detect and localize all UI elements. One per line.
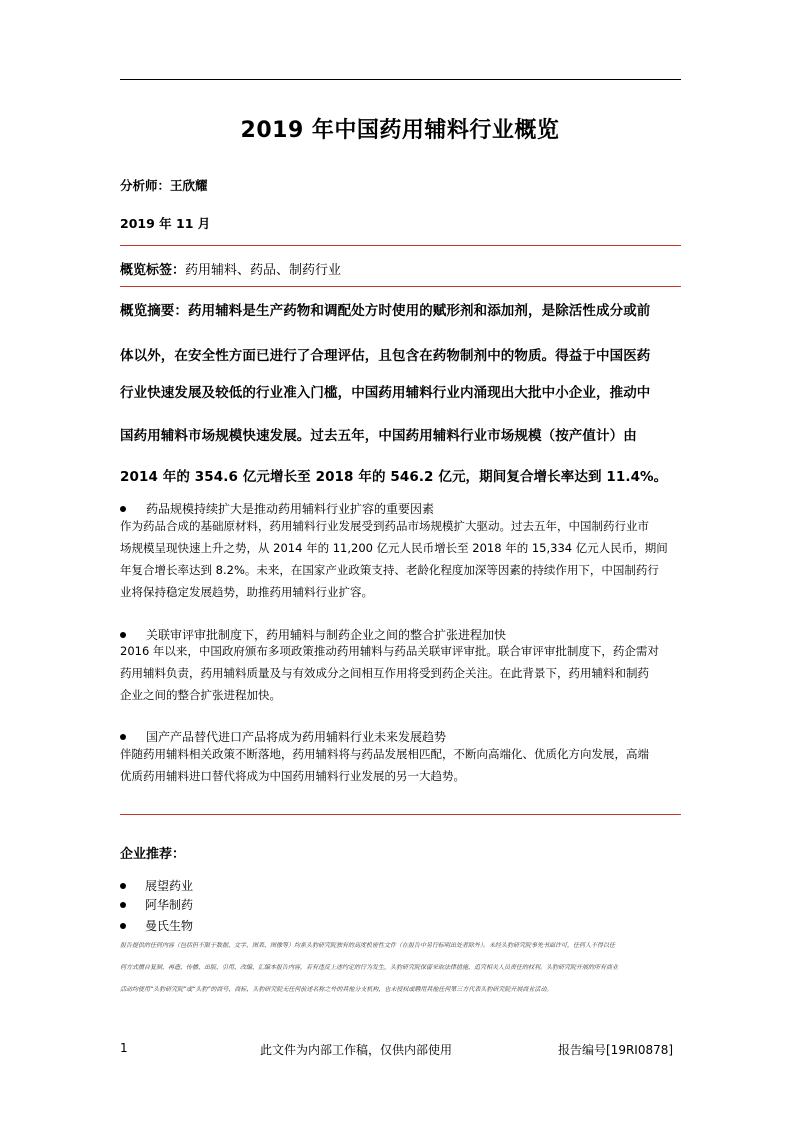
bullet-icon (120, 632, 126, 638)
summary-line-2: 体以外，在安全性方面已进行了合理评估，且包含在药物制剂中的物质。得益于中国医药 (120, 348, 651, 364)
summary-line-1: 概览摘要：药用辅料是生产药物和调配处方时使用的赋形剂和添加剂，是除活性成分或前 (120, 303, 651, 319)
divider-3 (120, 814, 681, 815)
section-3-line: 优质药用辅料进口替代将成为中国药用辅料行业发展的另一大趋势。 (120, 769, 465, 783)
section-1-line: 业将保持稳定发展趋势，助推药用辅料行业扩容。 (120, 585, 373, 599)
analyst-name: 王欣耀 (170, 178, 208, 193)
page-number: 1 (120, 1041, 128, 1055)
section-1-line: 场规模呈现快速上升之势，从 2014 年的 11,200 亿元人民币增长至 2018 年的 15,334 亿元人民币，期间 (120, 541, 668, 555)
divider-2 (120, 286, 681, 287)
bullet-icon (120, 883, 126, 889)
summary-line-4: 国药用辅料市场规模快速发展。过去五年，中国药用辅料行业市场规模（按产值计）由 (120, 428, 637, 444)
tags-value: 药用辅料、药品、制药行业 (185, 263, 342, 278)
section-1-line: 年复合增长率达到 8.2%。未来，在国家产业政策支持、老龄化程度加深等因素的持续作用下，中国制药行 (120, 563, 659, 577)
recommendation-item (120, 877, 193, 894)
disclaimer (120, 935, 686, 1001)
recommendations-title: 企业推荐： (120, 847, 186, 862)
tags-line (120, 259, 341, 278)
summary-line-3: 行业快速发展及较低的行业准入门槛，中国药用辅料行业内涌现出大批中小企业，推动中 (120, 385, 651, 401)
tags-label: 概览标签： (120, 263, 186, 278)
section-3-heading-text: 国产产品替代进口产品将成为药用辅料行业未来发展趋势 (146, 730, 447, 744)
disclaimer-line: 何方式擅自复制、再造、传播、出版、引用、改编、汇编本报告内容，若有违反上述约定的行为发生，头豹研究院保留采取法律措施、追究相关人员责任的权利。头豹研究院开展的所有商业 (120, 964, 619, 971)
section-3-body (120, 743, 686, 787)
summary-line-5: 2014 年的 354.6 亿元增长至 2018 年的 546.2 亿元，期间复合增长率达到 11.4%。 (120, 469, 668, 485)
analyst-line (120, 176, 208, 194)
section-3-line: 伴随药用辅料相关政策不断落地，药用辅料将与药品发展相匹配，不断向高端化、优质化方向发展，高端 (120, 747, 649, 761)
recommendation-name: 展望药业 (145, 879, 194, 893)
bullet-icon (120, 734, 126, 740)
top-divider (120, 79, 681, 80)
section-1-heading-text: 药品规模持续扩大是推动药用辅料行业扩容的重要因素 (146, 502, 435, 516)
page-title: 2019 年中国药用辅料行业概览 (240, 118, 560, 143)
footer-notice: 此文件为内部工作稿，仅供内部使用 (260, 1043, 453, 1057)
section-2-line: 企业之间的整合扩张进程加快。 (120, 688, 281, 702)
bullet-icon (120, 506, 126, 512)
disclaimer-line: 活动均使用“头豹研究院”或“头豹”的商号、商标，头豹研究院无任何前述名称之外的其他分支机构，也未授权或聘用其他任何第三方代表头豹研究院开展商业活动。 (120, 986, 553, 993)
recommendation-name: 曼氏生物 (145, 919, 194, 933)
section-1-body (120, 515, 686, 603)
section-2-line: 2016 年以来，中国政府颁布多项政策推动药用辅料与药品关联审评审批。联合审评审批制度下，药企需对 (120, 644, 659, 658)
report-number: 报告编号[19RI0878] (558, 1043, 674, 1057)
recommendation-item (120, 896, 193, 913)
recommendation-name: 阿华制药 (145, 898, 194, 912)
section-1-line: 作为药品合成的基础原材料，药用辅料行业发展受到药品市场规模扩大驱动。过去五年，中国制药行业市 (120, 519, 649, 533)
section-2-line: 药用辅料负责，药用辅料质量及与有效成分之间相互作用将受到药企关注。在此背景下，药用辅料和制药 (120, 666, 649, 680)
analyst-label: 分析师： (120, 178, 171, 193)
bullet-icon (120, 902, 126, 908)
divider-1 (120, 245, 681, 246)
section-2-heading-text: 关联审评审批制度下，药用辅料与制药企业之间的整合扩张进程加快 (146, 628, 507, 642)
section-2-body (120, 640, 686, 706)
recommendation-item (120, 917, 193, 934)
disclaimer-line: 报告提供的任何内容（包括但不限于数据、文字、图表、图像等）均系头豹研究院独有的高度机密性文件（在报告中另行标明出处者除外）。未经头豹研究院事先书面许可，任何人不得以任 (120, 942, 616, 949)
bullet-icon (120, 923, 126, 929)
report-date: 2019 年 11 月 (120, 216, 211, 231)
